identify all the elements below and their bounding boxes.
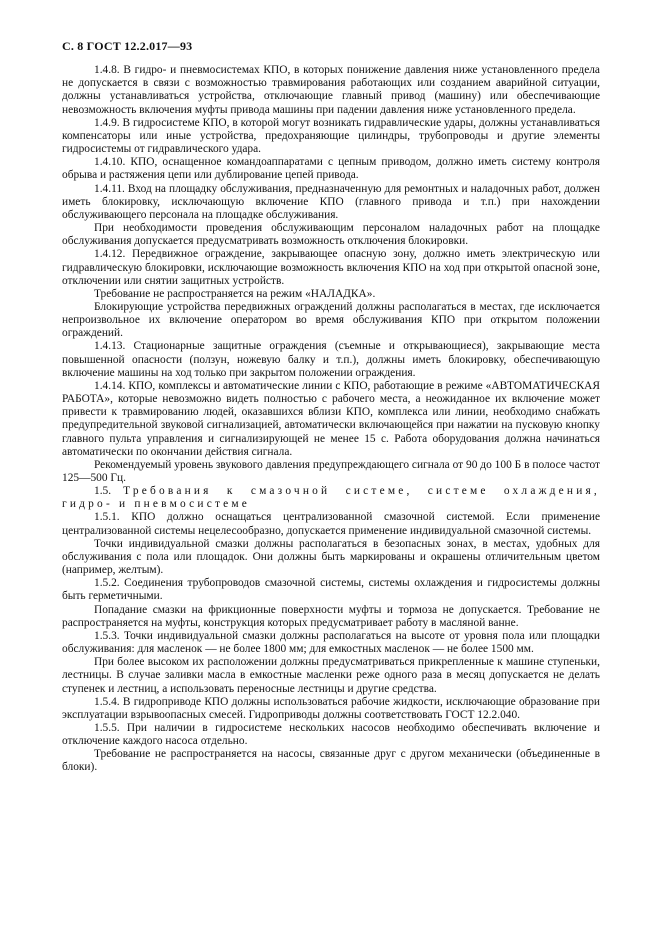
paragraph-1-4-9: 1.4.9. В гидросистеме КПО, в которой могут возникать гидравлические удары, должны устанавливаться компенсаторы или иные устройства, предохраняющие цилиндры, трубопроводы и другие элементы гидросистемы от гидравлического удара.	[62, 116, 600, 156]
paragraph-1-5-3: 1.5.3. Точки индивидуальной смазки должны располагаться на высоте от уровня пола или площадки обслуживания: для масленок — не более 1800 мм; для емкостных масленок — не более 1500 мм.	[62, 629, 600, 656]
section-number: 1.5.	[94, 485, 112, 498]
paragraph-1-5-5-note: Требование не распространяется на насосы, связанные друг с другом механически (объединенные в блоки).	[62, 748, 600, 774]
paragraph-1-5-5: 1.5.5. При наличии в гидросистеме нескольких насосов необходимо обеспечивать включение и отключение каждого насоса отдельно.	[62, 721, 600, 748]
paragraph-1-4-13: 1.4.13. Стационарные защитные ограждения (съемные и открывающиеся), закрывающие места повышенной опасности (ползун, ножевую балку и т.п.), должны иметь блокировку, обеспечивающую включение машины на ход только при закрытом положении ограждения.	[62, 340, 600, 379]
paragraph-1-4-14: 1.4.14. КПО, комплексы и автоматические линии с КПО, работающие в режиме «АВТОМАТИЧЕСКАЯ РАБОТА», которые невозможно видеть полностью с рабочего места, а неожиданное их включение может привести к травмированию людей, оказавшихся вблизи КПО, комплекса или линии, необходимо снабжать предупредительной звуковой сигнализацией, автоматически включающейся при нажатии на пусковую кнопку главного пульта управления и сигнализирующей не менее 15 с. Работа оборудования должна начинаться автоматически по окончании действия сигнала.	[62, 379, 600, 458]
paragraph-1-4-12-note: Требование не распространяется на режим «НАЛАДКА».	[94, 287, 376, 300]
document-page	[62, 40, 600, 775]
section-title: Требования к смазочной системе, системе охлаждения, гидро- и пневмосистеме	[62, 485, 600, 511]
paragraph-1-4-8: 1.4.8. В гидро- и пневмосистемах КПО, в которых понижение давления ниже установленного предела не допускается в связи с возможностью травмирования работающих или созданием аварийной ситуации, должны устанавливаться устройства, отключающие главный привод (машину) или обеспечивающие невозможность включения муфты привода машины при падении давления ниже установленного предела.	[62, 64, 600, 116]
paragraph-1-5-2-note: Попадание смазки на фрикционные поверхности муфты и тормоза не допускается. Требование не распространяется на муфты, конструкция которых предусматривает работу в масляной ванне.	[62, 603, 600, 629]
paragraph-1-4-10: 1.4.10. КПО, оснащенное командоаппаратами с цепным приводом, должно иметь систему контроля обрыва и растяжения цепи или дублирование цепей привода.	[62, 156, 600, 182]
page-header: С. 8 ГОСТ 12.2.017—93	[62, 39, 193, 53]
paragraph-1-5-1: 1.5.1. КПО должно оснащаться централизованной смазочной системой. Если применение централизованной системы нецелесообразно, допускается применение индивидуальной смазочной системы.	[62, 511, 600, 537]
paragraph-1-4-12-blocking: Блокирующие устройства передвижных ограждений должны располагаться в местах, где исключается непроизвольное их включение оператором во время обслуживания КПО при открытом положении ограждений.	[62, 300, 600, 340]
paragraph-1-5-1-points: Точки индивидуальной смазки должны располагаться в безопасных зонах, в местах, удобных для обслуживания с пола или площадок. Они должны быть маркированы и окрашены отличительным цветом (например, желтым).	[62, 537, 600, 577]
section-heading-1-5	[62, 485, 600, 511]
paragraph-1-5-4: 1.5.4. В гидроприводе КПО должны использоваться рабочие жидкости, исключающие образование при эксплуатации взрывоопасных смесей. Гидроприводы должны соответствовать ГОСТ 12.2.040.	[62, 695, 600, 721]
paragraph-1-4-12: 1.4.12. Передвижное ограждение, закрывающее опасную зону, должно иметь электрическую или гидравлическую блокировки, исключающие возможность включения КПО на ход при открытой опасной зоне, отключении или снятии защитных устройств.	[62, 248, 600, 287]
paragraph-1-4-11-note: При необходимости проведения обслуживающим персоналом наладочных работ на площадке обслуживания допускается предусматривать возможность отключения блокировки.	[62, 222, 600, 248]
paragraph-1-5-3-note: При более высоком их расположении должны предусматриваться прикрепленные к машине ступеньки, лестницы. В случае заливки масла в емкостные масленки реже одного раза в месяц допускается не делать ступенек и лестниц, а использовать переносные лестницы и другие средства.	[62, 656, 600, 695]
paragraph-1-4-11: 1.4.11. Вход на площадку обслуживания, предназначенную для ремонтных и наладочных работ, должен иметь блокировку, исключающую включение КПО (главного привода и т.п.) при нахождении обслуживающего персонала на площадке обслуживания.	[62, 182, 600, 221]
paragraph-1-5-2: 1.5.2. Соединения трубопроводов смазочной системы, системы охлаждения и гидросистемы должны быть герметичными.	[62, 577, 600, 603]
paragraph-1-4-14-note: Рекомендуемый уровень звукового давления предупреждающего сигнала от 90 до 100 Б в полосе частот 125—500 Гц.	[62, 458, 600, 484]
